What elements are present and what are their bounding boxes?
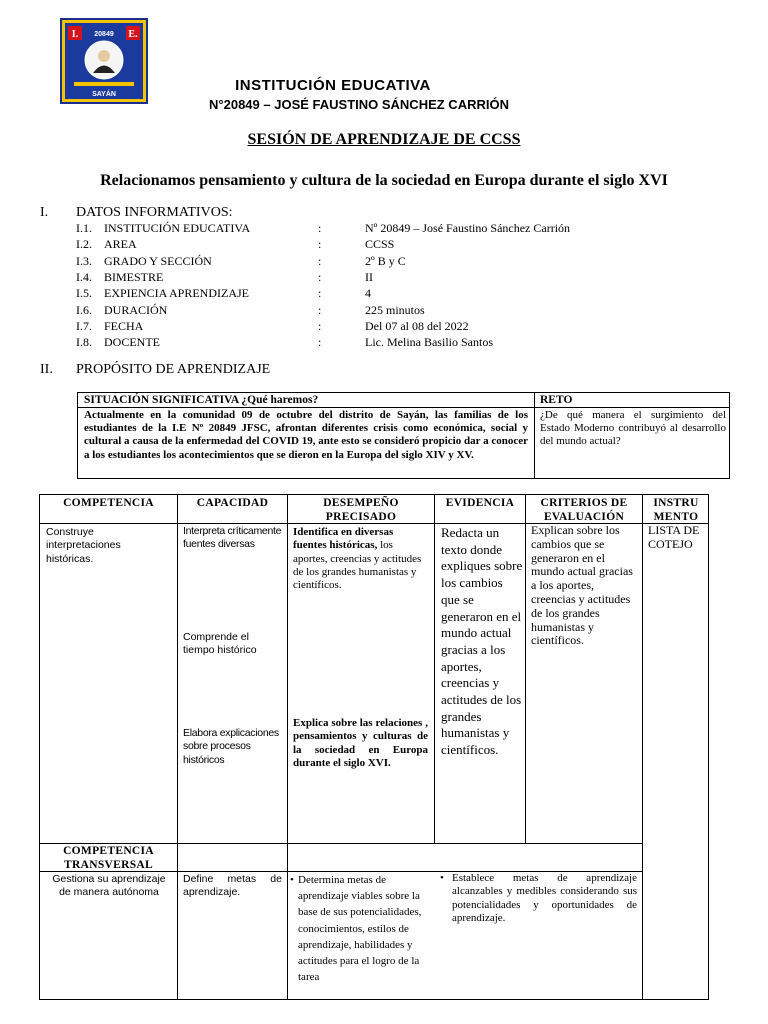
desempeno-2: Explica sobre las relaciones , pensamientos y culturas de la sociedad en Europa durante el siglo XVI. bbox=[293, 717, 428, 769]
svg-text:20849: 20849 bbox=[94, 31, 114, 38]
svg-text:E.: E. bbox=[128, 29, 138, 40]
transversal-header: COMPETENCIA TRANSVERSAL bbox=[63, 845, 154, 871]
desempeno-1-rest: los aportes, creencias y actitudes de los grandes humanistas y científicos. bbox=[293, 539, 422, 592]
dato-value: Del 07 al 08 del 2022 bbox=[365, 318, 469, 333]
transversal-criterio bbox=[440, 872, 637, 925]
session-theme: Relacionamos pensamiento y cultura de la sociedad en Europa durante el siglo XVI bbox=[100, 172, 668, 189]
dato-number: I.4. bbox=[76, 269, 92, 284]
dato-value: Lic. Melina Basilio Santos bbox=[365, 335, 493, 350]
dato-value: CCSS bbox=[365, 237, 395, 252]
dato-number: I.3. bbox=[76, 253, 92, 268]
capacidad-2: Comprende el tiempo histórico bbox=[183, 631, 257, 657]
situacion-header: SITUACIÓN SIGNIFICATIVA ¿Qué haremos? bbox=[84, 394, 319, 406]
dato-label: AREA bbox=[104, 237, 137, 252]
competencias-table bbox=[39, 494, 709, 1000]
reto-text: ¿De qué manera el surgimiento del Estado Moderno contribuyó al desarrollo del mundo actual? bbox=[540, 409, 726, 448]
dato-value: 225 minutos bbox=[365, 302, 425, 317]
transversal-criterio-text: Establece metas de aprendizaje alcanzables y medibles considerando sus potencialidades y oportunidades de aprendizaje. bbox=[452, 872, 637, 924]
bullet-icon: • bbox=[290, 874, 294, 886]
dato-value: Nº 20849 – José Faustino Sánchez Carrión bbox=[365, 221, 571, 235]
header-desempeno: DESEMPEÑO PRECISADO bbox=[323, 497, 399, 523]
dato-label: BIMESTRE bbox=[104, 269, 164, 284]
dato-separator: : bbox=[318, 237, 322, 252]
transversal-desempeno bbox=[290, 872, 436, 985]
reto-header: RETO bbox=[540, 394, 573, 406]
dato-label: DOCENTE bbox=[104, 335, 160, 350]
header-criterios: CRITERIOS DE EVALUACIÓN bbox=[540, 497, 628, 523]
dato-separator: : bbox=[318, 286, 322, 301]
header-evidencia: EVIDENCIA bbox=[445, 497, 515, 509]
situacion-text: Actualmente en la comunidad 09 de octubre del distrito de Sayán, las familias de los estudiantes de la I.E Nº 20849 JFSC, afrontan diferentes crisis como económica, social y cultural a causa de la enfermedad del COVID 19, ante esto se consideró propicio dar a conocer a los estudiantes los acontecimientos que se dieron en la Europa del siglo XIV y XV. bbox=[84, 409, 528, 461]
dato-separator: : bbox=[318, 318, 322, 333]
transversal-competencia: Gestiona su aprendizaje de manera autónoma bbox=[52, 873, 166, 899]
dato-number: I.2. bbox=[76, 237, 92, 252]
svg-text:I.: I. bbox=[71, 29, 79, 40]
criterios-text: Explican sobre los cambios que se generaron en el mundo actual gracias a los aportes, creencias y actitudes de los grandes humanistas y científicos. bbox=[531, 523, 633, 648]
dato-separator: : bbox=[318, 221, 322, 235]
header-competencia: COMPETENCIA bbox=[63, 497, 154, 509]
evidencia-text: Redacta un texto donde expliques sobre los cambios que se generaron en el mundo actual gracias a los aportes, creencias y actitudes de los grandes humanistas y científicos. bbox=[441, 525, 523, 758]
section-1-number: I. bbox=[40, 205, 49, 220]
capacidad-1: Interpreta críticamente fuentes diversas bbox=[183, 525, 282, 551]
dato-number: I.8. bbox=[76, 335, 92, 350]
dato-number: I.7. bbox=[76, 318, 92, 333]
dato-value: 4 bbox=[365, 286, 371, 301]
header-instrumento: INSTRU MENTO bbox=[653, 497, 699, 523]
dato-separator: : bbox=[318, 269, 322, 284]
instrumento-text: LISTA DE COTEJO bbox=[648, 523, 700, 551]
dato-value: II bbox=[365, 269, 373, 284]
capacidad-3: Elabora explicaciones sobre procesos históricos bbox=[183, 727, 279, 766]
bullet-icon: • bbox=[440, 872, 444, 884]
dato-separator: : bbox=[318, 302, 322, 317]
dato-label: GRADO Y SECCIÓN bbox=[104, 253, 212, 268]
desempeno-1 bbox=[293, 526, 429, 592]
section-2-number: II. bbox=[40, 362, 53, 377]
svg-text:SAYÁN: SAYÁN bbox=[92, 91, 116, 98]
dato-label: DURACIÓN bbox=[104, 302, 168, 317]
desempeno-1-bold: Identifica en diversas fuentes históricas, bbox=[293, 526, 394, 552]
situacion-table bbox=[77, 392, 730, 479]
school-name: N°20849 – JOSÉ FAUSTINO SÁNCHEZ CARRIÓN bbox=[209, 97, 509, 112]
dato-label: INSTITUCIÓN EDUCATIVA bbox=[104, 221, 251, 235]
dato-number: I.6. bbox=[76, 302, 92, 317]
dato-label: FECHA bbox=[104, 318, 144, 333]
dato-separator: : bbox=[318, 335, 322, 350]
dato-number: I.5. bbox=[76, 286, 92, 301]
header-capacidad: CAPACIDAD bbox=[196, 497, 269, 509]
dato-number: I.1. bbox=[76, 221, 92, 235]
institution-heading: INSTITUCIÓN EDUCATIVA bbox=[235, 77, 431, 94]
dato-label: EXPIENCIA APRENDIZAJE bbox=[104, 286, 250, 301]
transversal-desempeno-text: Determina metas de aprendizaje viables sobre la base de sus potencialidades, conocimientos, estilos de aprendizaje, habilidades y actitudes para el logro de la tarea bbox=[298, 874, 422, 984]
dato-value: 2º B y C bbox=[365, 253, 406, 268]
section-2-title: PROPÓSITO DE APRENDIZAJE bbox=[76, 362, 271, 377]
dato-separator: : bbox=[318, 253, 322, 268]
transversal-capacidad: Define metas de aprendizaje. bbox=[183, 873, 282, 899]
section-1-title: DATOS INFORMATIVOS: bbox=[76, 205, 233, 220]
competencia-text: Construye interpretaciones históricas. bbox=[46, 526, 121, 565]
session-title: SESIÓN DE APRENDIZAJE DE CCSS bbox=[247, 131, 521, 148]
